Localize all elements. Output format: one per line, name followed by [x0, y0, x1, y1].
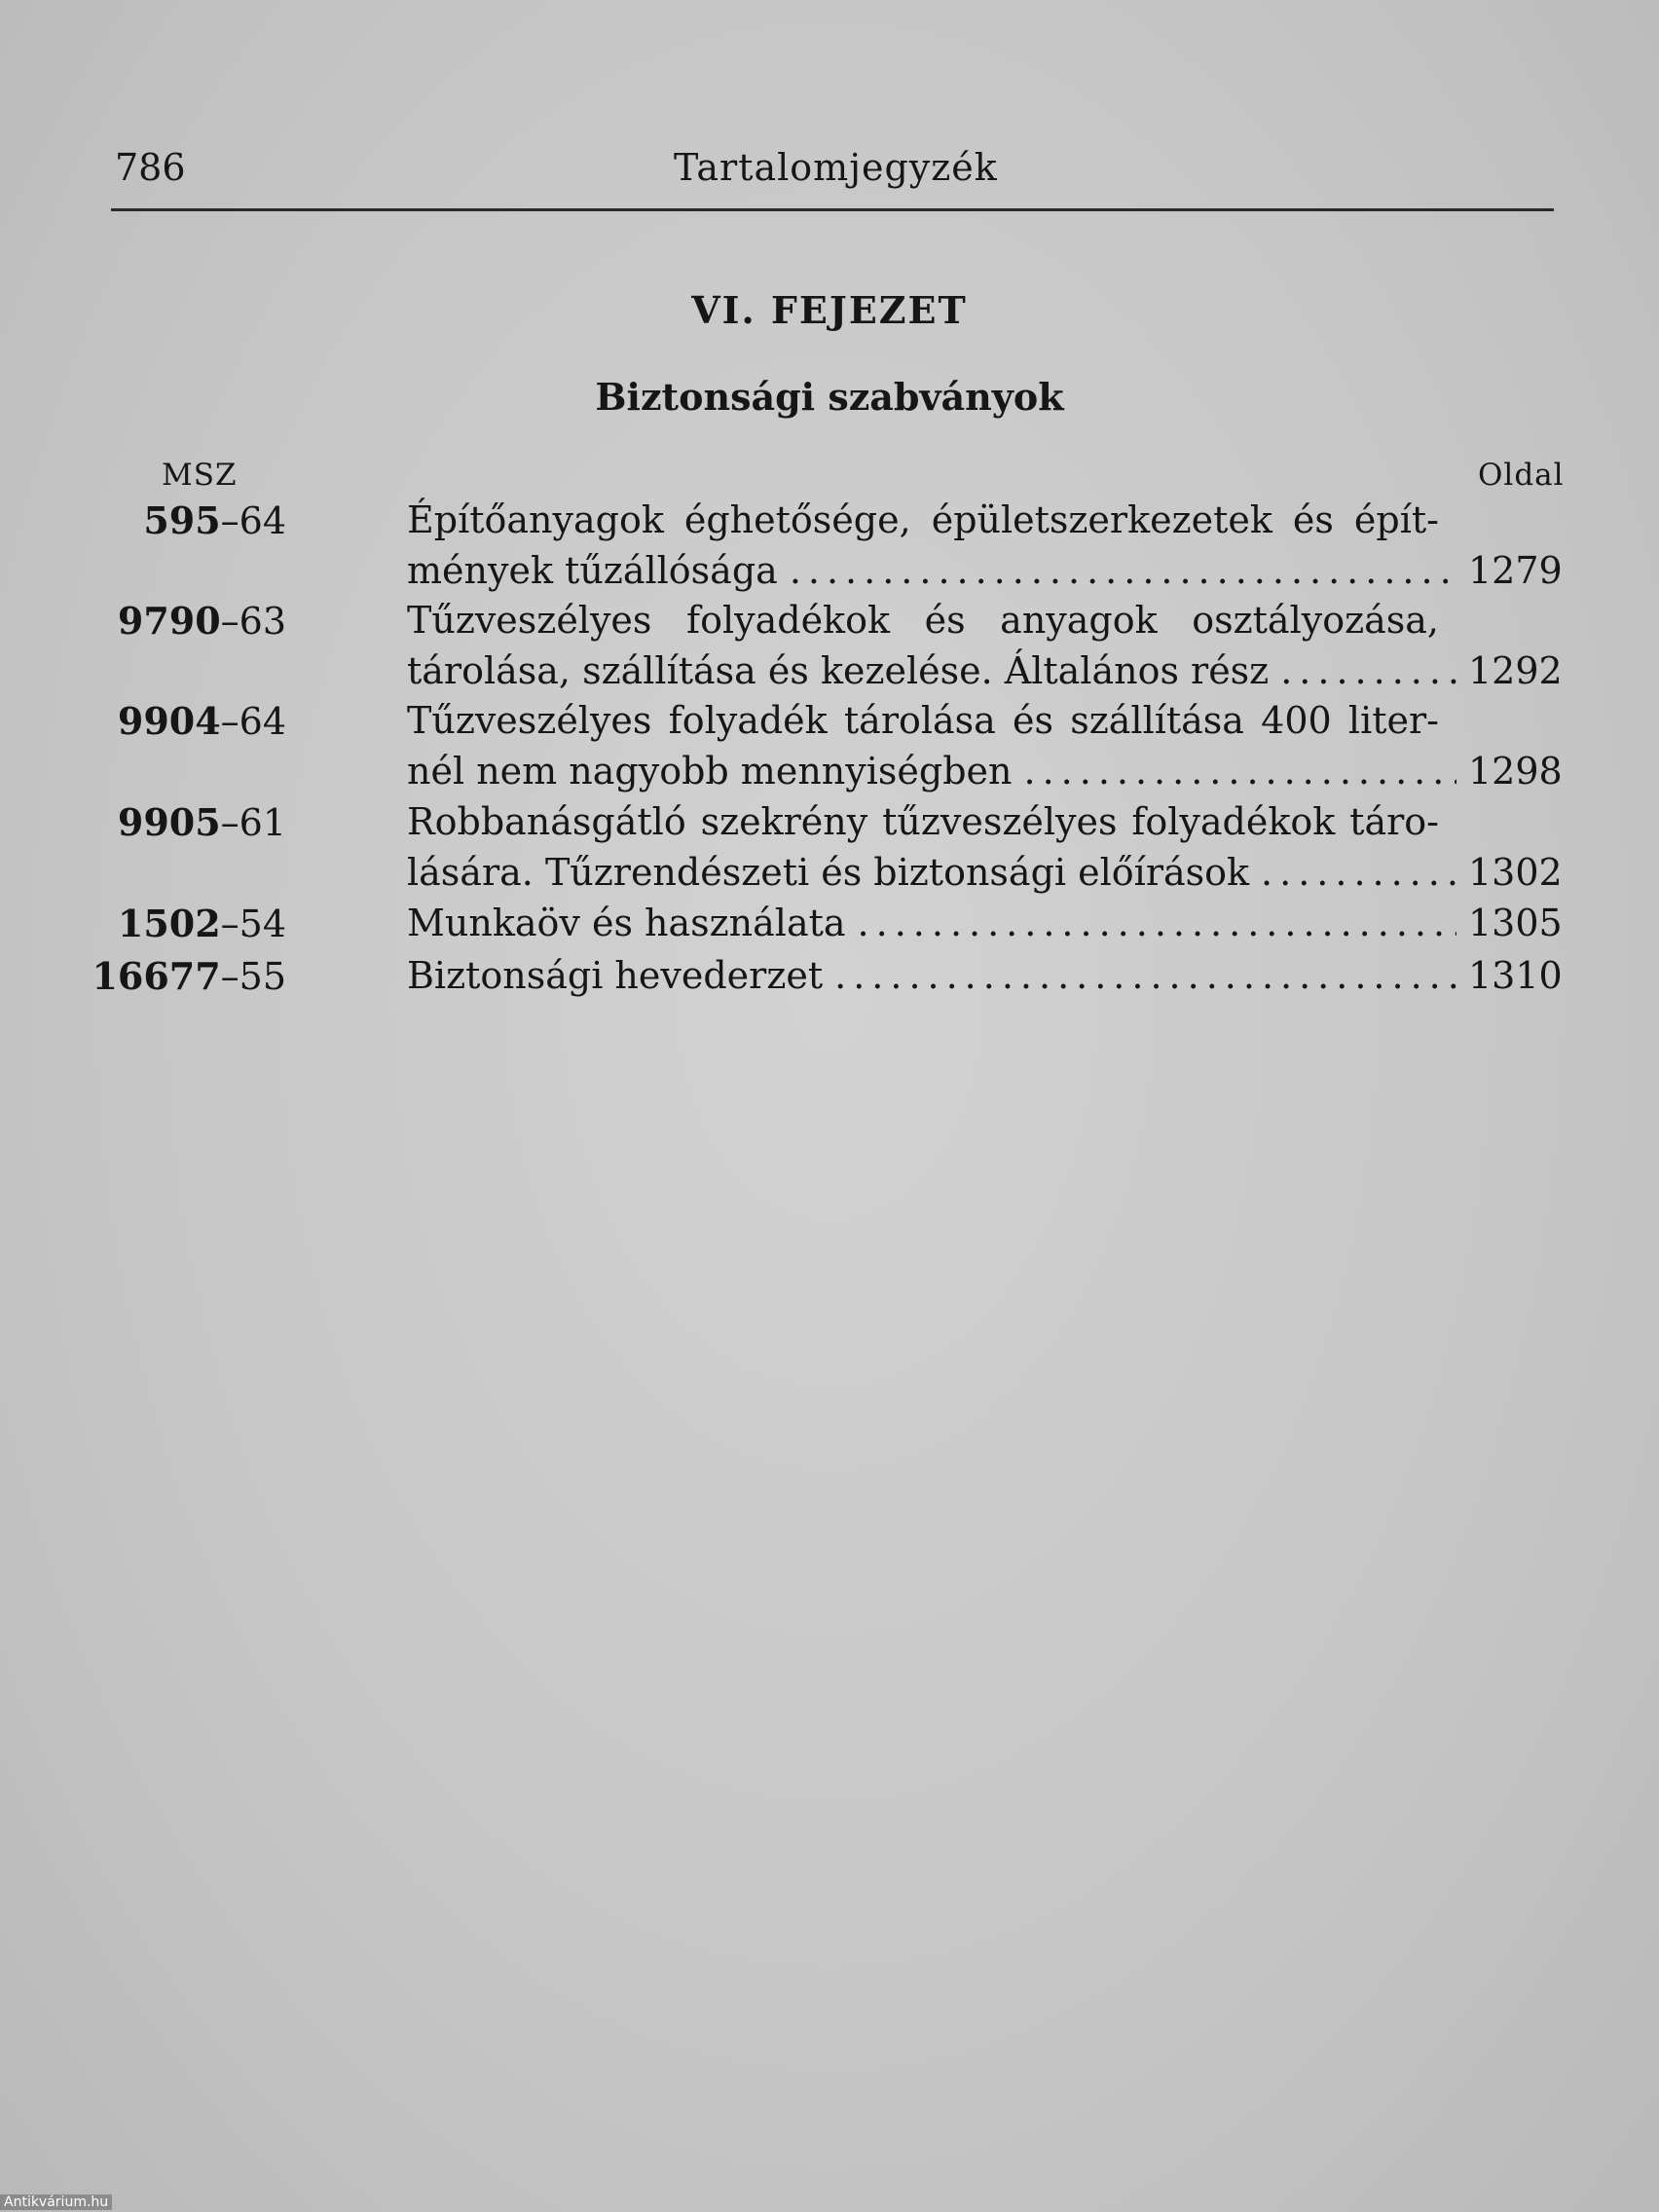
- watermark: Antikvárium.hu: [0, 2194, 112, 2210]
- entry-code-suffix: –54: [220, 903, 286, 945]
- entry-code-suffix: –63: [220, 600, 286, 643]
- entry-page: 1310: [1468, 954, 1563, 997]
- entry-code-suffix: –55: [220, 955, 286, 998]
- column-header-msz: MSZ: [162, 458, 238, 493]
- entry-page: 1292: [1468, 649, 1563, 692]
- entry-line: [407, 851, 1562, 894]
- chapter-subtitle: Biztonsági szabványok: [595, 375, 1064, 419]
- entry-text: mények tűzállósága: [407, 549, 778, 592]
- entry-text: tárolása, szállítása és kezelése. Általános rész: [407, 649, 1270, 692]
- page-number: 786: [115, 146, 186, 189]
- chapter-title: VI. FEJEZET: [691, 288, 968, 332]
- entry-text: Építőanyagok éghetősége, épületszerkezetek és épít-: [407, 498, 1439, 541]
- entry-text: Biztonsági hevederzet: [407, 954, 824, 997]
- entry-line: [407, 902, 1562, 944]
- running-title: Tartalomjegyzék: [674, 146, 998, 189]
- entry-line: [407, 498, 1439, 541]
- entry-line: [407, 800, 1439, 843]
- entry-line: [407, 649, 1562, 692]
- entry-code: [0, 498, 286, 542]
- entry-line: [407, 549, 1562, 592]
- entry-code-main: 9790: [117, 599, 221, 643]
- entry-code: [0, 699, 286, 743]
- dot-leader: [790, 549, 1456, 592]
- entry-code-main: 595: [143, 498, 221, 542]
- dot-leader: [1261, 851, 1456, 894]
- entry-line: [407, 750, 1562, 793]
- dot-leader: [1280, 649, 1456, 692]
- entry-code-suffix: –64: [220, 499, 286, 542]
- entry-code-main: 16677: [92, 954, 221, 998]
- column-header-oldal: Oldal: [1478, 458, 1565, 493]
- entry-line: [407, 699, 1439, 742]
- entry-text: Tűzveszélyes folyadékok és anyagok osztályozása,: [407, 599, 1439, 642]
- entry-code: [0, 599, 286, 643]
- dot-leader: [858, 902, 1456, 944]
- entry-page: 1279: [1468, 549, 1563, 592]
- entry-code-main: 9905: [117, 800, 221, 844]
- entry-text: Robbanásgátló szekrény tűzveszélyes folyadékok táro-: [407, 800, 1439, 843]
- dot-leader: [1024, 750, 1457, 793]
- entry-text: nél nem nagyobb mennyiségben: [407, 750, 1013, 793]
- entry-code-main: 1502: [117, 902, 221, 945]
- entry-code-suffix: –61: [220, 801, 286, 844]
- entry-text: Tűzveszélyes folyadék tárolása és szállítása 400 liter-: [407, 699, 1439, 742]
- dot-leader: [834, 954, 1456, 997]
- entry-page: 1298: [1468, 750, 1563, 793]
- entry-code-main: 9904: [117, 699, 221, 743]
- entry-line: [407, 954, 1562, 997]
- entry-text: lására. Tűzrendészeti és biztonsági előírások: [407, 851, 1250, 894]
- entry-code: [0, 954, 286, 998]
- entry-code: [0, 902, 286, 945]
- header-rule: [111, 208, 1554, 211]
- entry-page: 1305: [1468, 902, 1563, 944]
- entry-page: 1302: [1468, 851, 1563, 894]
- entry-code: [0, 800, 286, 844]
- entry-code-suffix: –64: [220, 700, 286, 743]
- entry-line: [407, 599, 1439, 642]
- entry-text: Munkaöv és használata: [407, 902, 846, 944]
